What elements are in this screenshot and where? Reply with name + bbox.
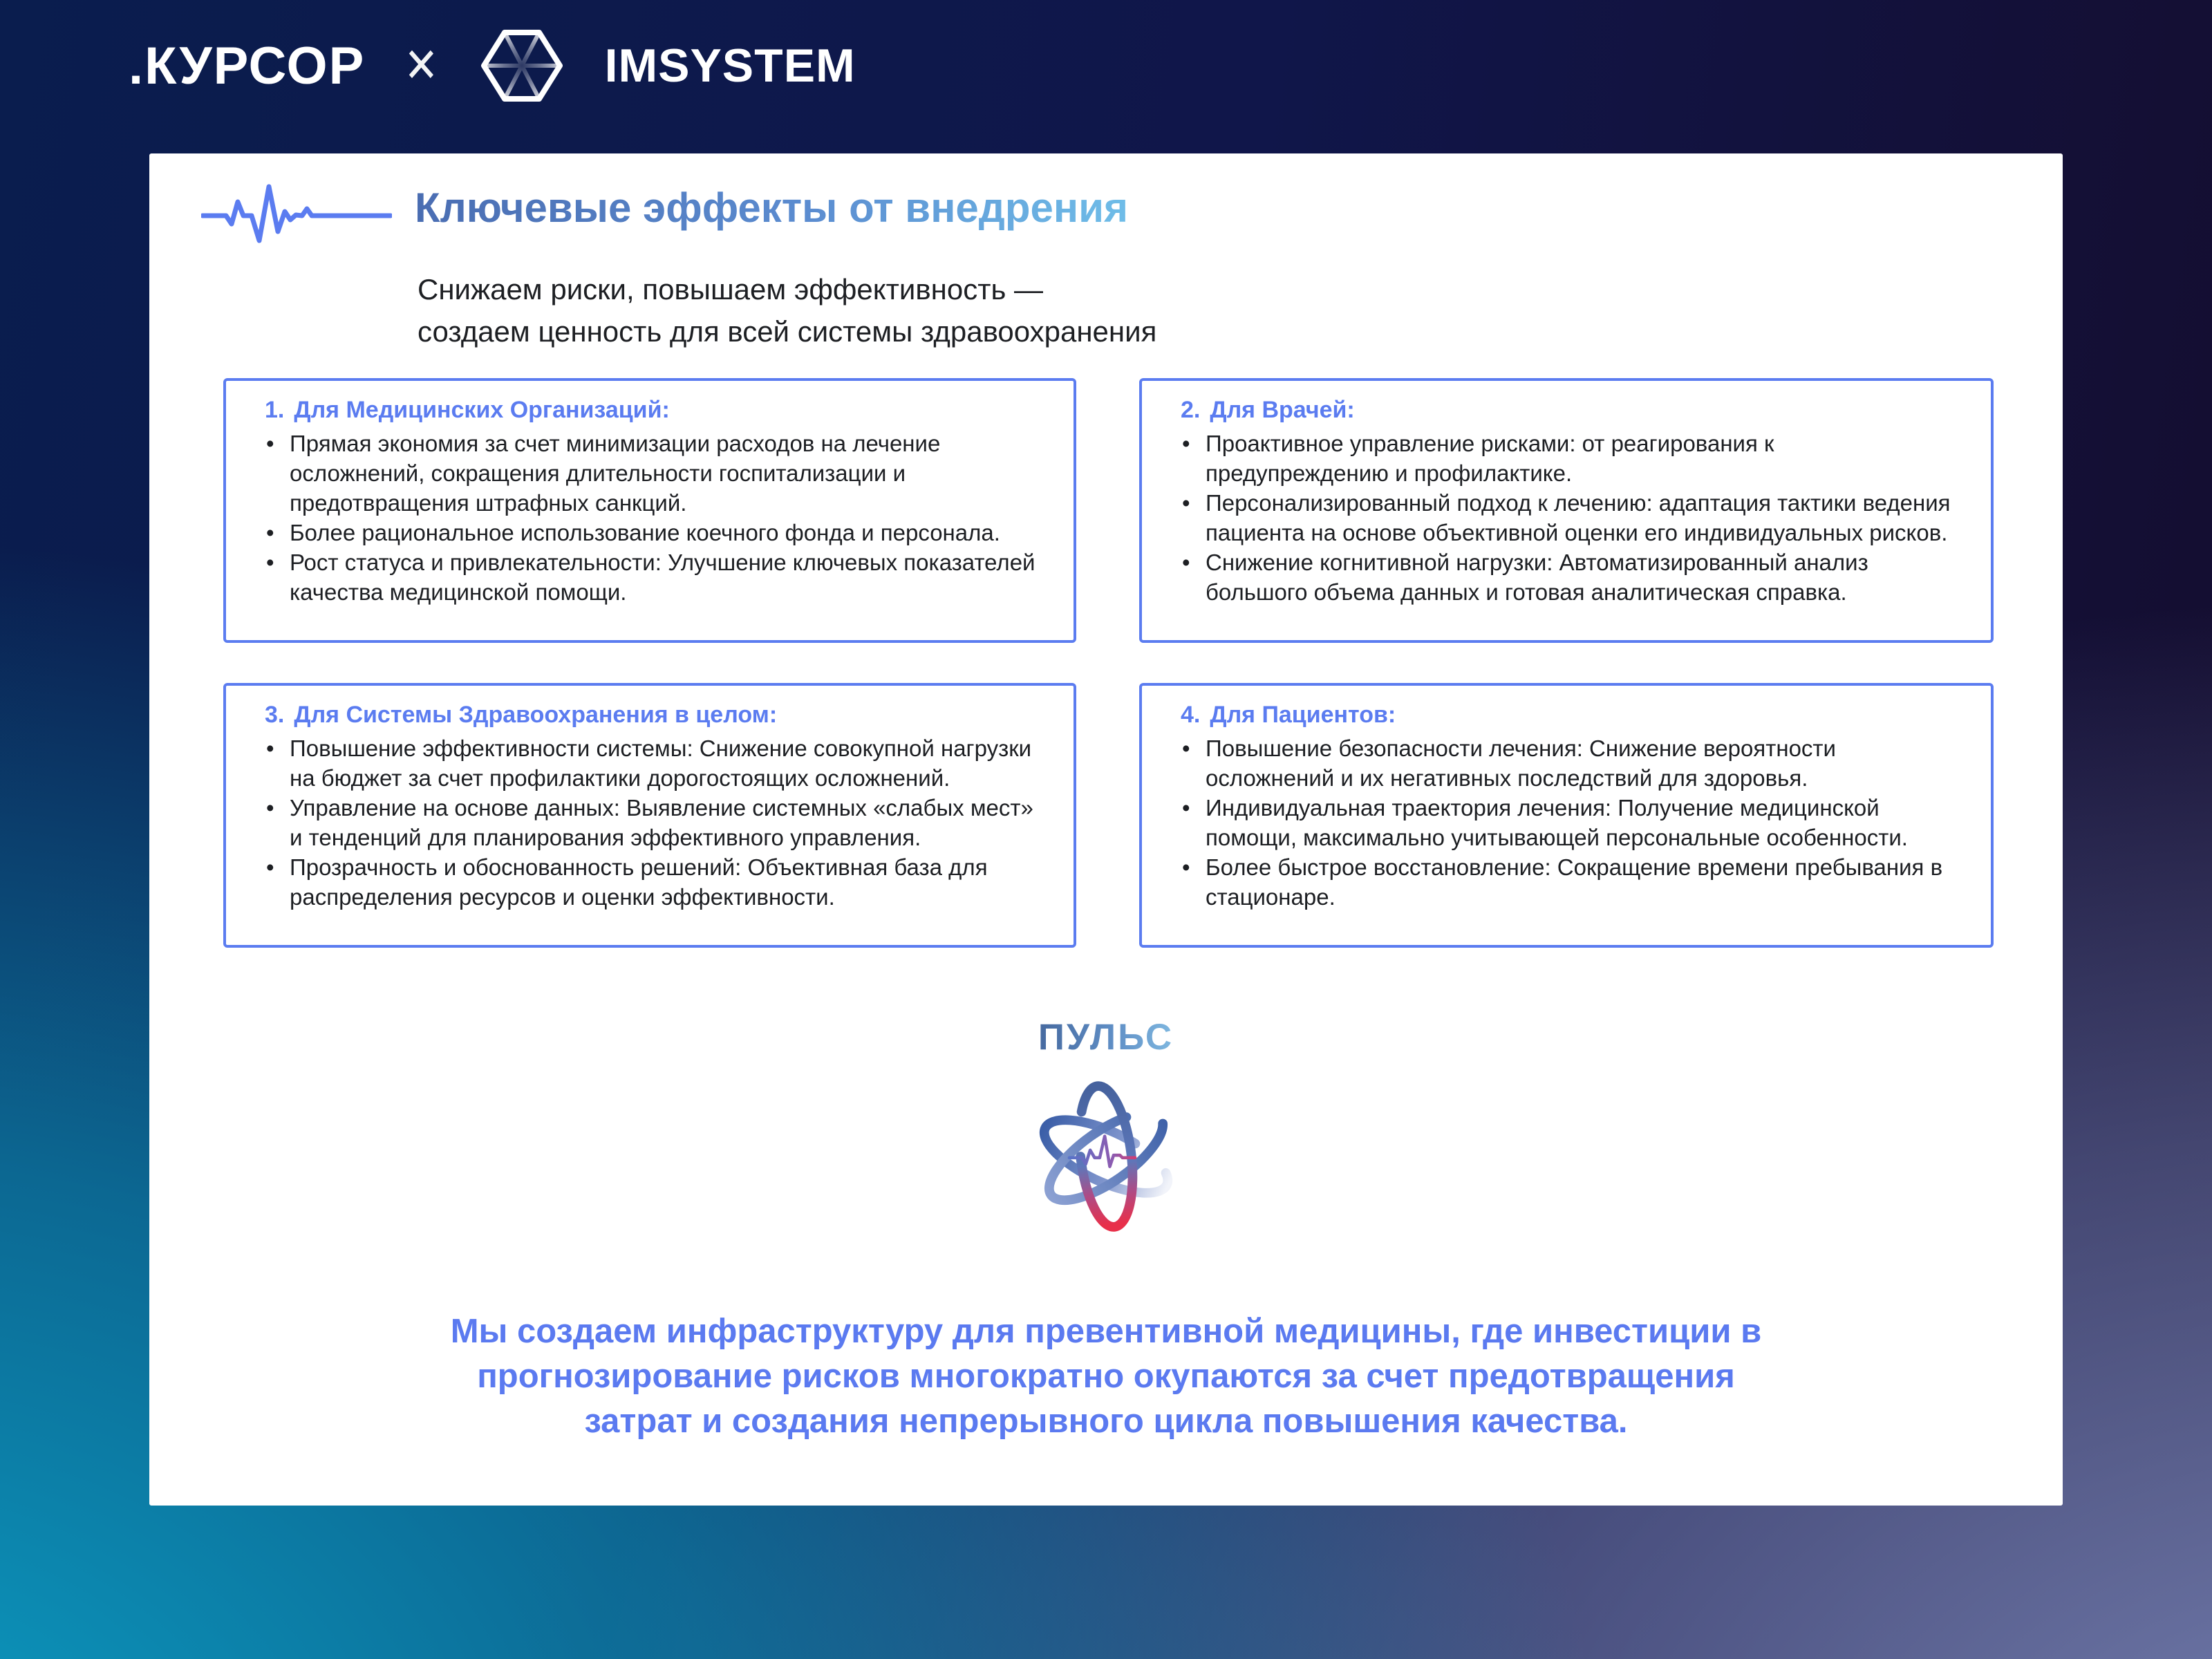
box-title: 2. Для Врачей:: [1181, 397, 1355, 423]
statement-line: затрат и создания непрерывного цикла повышения качества.: [584, 1403, 1628, 1440]
imsystem-wordmark: IMSYSTEM: [604, 39, 856, 92]
bullet-item: • Повышение безопасности лечения: Снижение вероятности осложнений и их негативных последствий для здоровья.: [1181, 733, 1962, 793]
bullet-list: [1181, 429, 1962, 607]
bullet-item: • Рост статуса и привлекательности: Улучшение ключевых показателей качества медицинской помощи.: [265, 547, 1044, 607]
bullet-item: • Прямая экономия за счет минимизации расходов на лечение осложнений, сокращения длительности госпитализации и предотвращения штрафных санкций.: [265, 429, 1044, 518]
box-doctors: [1139, 378, 1994, 643]
page-title: Ключевые эффекты от внедрения: [415, 185, 1129, 231]
bullet-item: • Более быстрое восстановление: Сокращение времени пребывания в стационаре.: [1181, 852, 1962, 912]
x-separator-icon: ✕: [404, 38, 439, 92]
bullet-list: [265, 429, 1044, 607]
bullet-item: • Индивидуальная траектория лечения: Получение медицинской помощи, максимально учитывающей персональные особенности.: [1181, 793, 1962, 852]
box-number: 4.: [1181, 702, 1201, 728]
box-number: 2.: [1181, 397, 1201, 423]
box-title: 1. Для Медицинских Организаций:: [265, 397, 670, 423]
bullet-list: [1181, 733, 1962, 912]
brand-bar: [129, 17, 856, 114]
page-subtitle: [418, 268, 1156, 353]
box-medical-organizations: [223, 378, 1076, 643]
statement-text: [149, 1309, 2063, 1444]
puls-logo-block: [149, 1016, 2063, 1250]
bullet-item: • Прозрачность и обоснованность решений: Объективная база для распределения ресурсов и оценки эффективности.: [265, 852, 1044, 912]
box-title: 3. Для Системы Здравоохранения в целом:: [265, 702, 778, 728]
imsystem-hexagon-icon: [478, 26, 566, 105]
effects-grid: [223, 378, 1994, 948]
subtitle-line: Снижаем риски, повышаем эффективность —: [418, 273, 1043, 306]
bullet-item: • Персонализированный подход к лечению: адаптация тактики ведения пациента на основе объективной оценки его индивидуальных рисков.: [1181, 488, 1962, 547]
puls-wordmark: ПУЛЬС: [1038, 1017, 1174, 1058]
bullet-item: • Повышение эффективности системы: Снижение совокупной нагрузки на бюджет за счет профилактики дорогостоящих осложнений.: [265, 733, 1044, 793]
bullet-item: • Более рациональное использование коечного фонда и персонала.: [265, 518, 1044, 547]
bullet-item: • Проактивное управление рисками: от реагирования к предупреждению и профилактике.: [1181, 429, 1962, 488]
statement-line: прогнозирование рисков многократно окупаются за счет предотвращения: [477, 1358, 1735, 1395]
subtitle-line: создаем ценность для всей системы здравоохранения: [418, 315, 1157, 348]
ecg-pulse-icon: [201, 180, 392, 249]
box-healthcare-system: [223, 683, 1076, 948]
slide-card: [149, 153, 2063, 1506]
box-patients: [1139, 683, 1994, 948]
bullet-item: • Снижение когнитивной нагрузки: Автоматизированный анализ большого объема данных и готовая аналитическая справка.: [1181, 547, 1962, 607]
box-title: 4. Для Пациентов:: [1181, 702, 1396, 728]
bullet-item: • Управление на основе данных: Выявление системных «слабых мест» и тенденций для планирования эффективного управления.: [265, 793, 1044, 852]
box-number: 3.: [265, 702, 285, 728]
box-number: 1.: [265, 397, 285, 423]
atom-pulse-icon: [1024, 1062, 1188, 1250]
kursor-wordmark: .КУРСОР: [129, 36, 366, 95]
bullet-list: [265, 733, 1044, 912]
statement-line: Мы создаем инфраструктуру для превентивной медицины, где инвестиции в: [450, 1313, 1762, 1350]
